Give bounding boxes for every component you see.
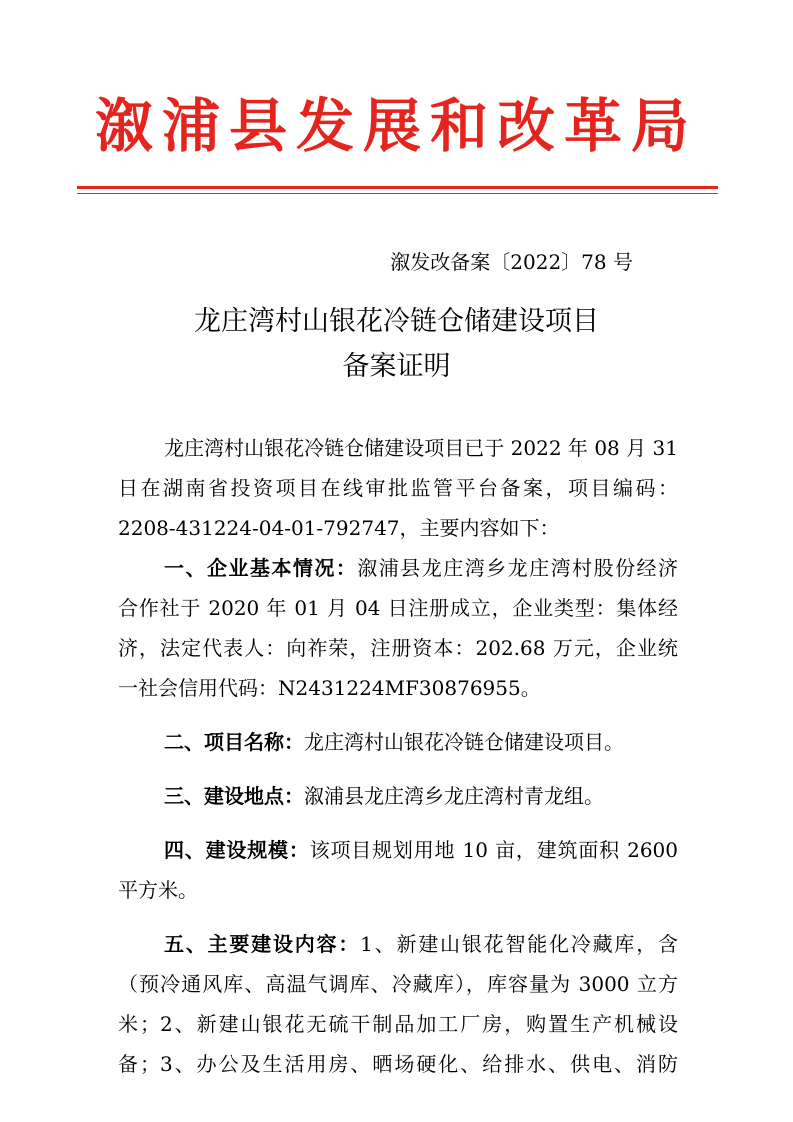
section-location-heading: 三、建设地点： xyxy=(164,784,304,808)
intro-paragraph xyxy=(118,428,678,548)
section-project-name-text: 龙庄湾村山银花冷链仓储建设项目。 xyxy=(304,730,624,754)
section-project-name xyxy=(118,722,678,762)
section-scale-heading: 四、建设规模： xyxy=(164,838,310,862)
section-scale-line-2: 平方米。 xyxy=(118,878,198,902)
section-scale xyxy=(118,830,678,910)
section-location xyxy=(118,776,678,816)
letterhead-rule-thin xyxy=(77,193,718,194)
section-location-text: 溆浦县龙庄湾乡龙庄湾村青龙组。 xyxy=(304,784,604,808)
section-enterprise-info xyxy=(118,548,678,708)
letterhead-title: 溆浦县发展和改革局 xyxy=(94,92,698,160)
section-content-line-4: 备；3、办公及生活用房、晒场硬化、给排水、供电、消防 xyxy=(118,1052,678,1076)
section-scale-line-1 xyxy=(118,830,678,870)
section-enterprise-line-2: 合作社于 2020 年 01 月 04 日注册成立，企业类型：集体经 xyxy=(118,596,678,620)
section-scale-text: 该项目规划用地 10 亩，建筑面积 2600 xyxy=(309,838,678,862)
letterhead-rule-thick xyxy=(77,186,718,189)
intro-line-2: 日在湖南省投资项目在线审批监管平台备案，项目编码： xyxy=(118,476,678,500)
section-content-text: 1、新建山银花智能化冷藏库，含 xyxy=(360,932,678,956)
section-content-line-3: 米；2、新建山银花无硫干制品加工厂房，购置生产机械设 xyxy=(118,1012,678,1036)
section-enterprise-line-1 xyxy=(118,548,678,588)
section-enterprise-heading: 一、企业基本情况： xyxy=(164,556,358,580)
section-enterprise-line-4: 一社会信用代码：N2431224MF30876955。 xyxy=(118,676,541,700)
section-content-line-1 xyxy=(118,924,678,964)
section-content-heading: 五、主要建设内容： xyxy=(164,932,361,956)
section-construction-content xyxy=(118,924,678,1084)
document-body xyxy=(118,428,678,1084)
intro-line-3: 2208-431224-04-01-792747，主要内容如下： xyxy=(118,516,560,540)
section-content-line-2: （预冷通风库、高温气调库、冷藏库），库容量为 3000 立方 xyxy=(118,972,678,996)
document-title-line1: 龙庄湾村山银花冷链仓储建设项目 xyxy=(194,306,599,337)
section-enterprise-line-3: 济，法定代表人：向祚荣，注册资本：202.68 万元，企业统 xyxy=(118,636,678,660)
document-number: 溆发改备案〔2022〕78 号 xyxy=(390,250,633,274)
section-enterprise-text: 溆浦县龙庄湾乡龙庄湾村股份经济 xyxy=(357,556,679,580)
document-title-line2: 备案证明 xyxy=(342,351,451,382)
intro-line-1: 龙庄湾村山银花冷链仓储建设项目已于 2022 年 08 月 31 xyxy=(164,436,678,460)
section-project-name-heading: 二、项目名称： xyxy=(164,730,304,754)
